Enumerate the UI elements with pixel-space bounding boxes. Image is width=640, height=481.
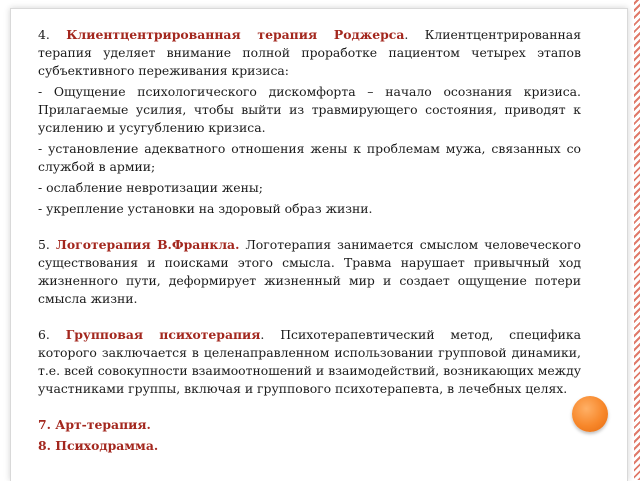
item-5-title: Логотерапия В.Франкла. <box>55 237 240 252</box>
item-4-number: 4. <box>38 27 67 42</box>
item-6-title: Групповая психотерапия <box>65 327 261 342</box>
item-8: 8. Психодрамма. <box>38 438 159 453</box>
item-4-title: Клиентцентрированная терапия Роджерса <box>66 27 405 42</box>
item-6-number: 6. <box>38 327 66 342</box>
decorative-stripe <box>634 0 640 480</box>
item-4-text: . Клиентцентрированная терапия уделяет внимание полной проработке пациентом четырех этапов субъективного переживания кризиса: <box>38 27 582 78</box>
bullet-2: - установление адекватного отношения жены к проблемам мужа, связанных со службой в армии; <box>38 141 581 174</box>
bullet-4: - укрепление установки на здоровый образ жизни. <box>38 201 373 216</box>
item-7: 7. Арт-терапия. <box>38 417 151 432</box>
item-5-number: 5. <box>38 237 56 252</box>
item-6 <box>38 326 581 398</box>
bullet-1: - Ощущение психологического дискомфорта – начало осознания кризиса. Прилагаемые усилия, чтобы выйти из травмирующего состояния, приводят к усилению и усугублению кризиса. <box>38 84 581 135</box>
item-6-text: . Психотерапевтический метод, специфика которого заключается в целенаправленном использовании групповой динамики, т.е. всей совокупности взаимоотношений и взаимодействий, возникающих между участниками группы, включая и группового психотерапевта, в лечебных целях. <box>38 327 581 396</box>
item-5 <box>38 236 581 308</box>
orange-circle-icon <box>572 396 608 432</box>
item-4 <box>38 26 581 80</box>
item-5-text: Логотерапия занимается смыслом человеческого существования и поисками этого смысла. Травма нарушает привычный ход жизненного пути, деформирует жизненный мир и создает ощущение потери смысла жизни. <box>38 237 582 306</box>
slide-content <box>38 26 581 458</box>
bullet-3: - ослабление невротизации жены; <box>38 180 263 195</box>
